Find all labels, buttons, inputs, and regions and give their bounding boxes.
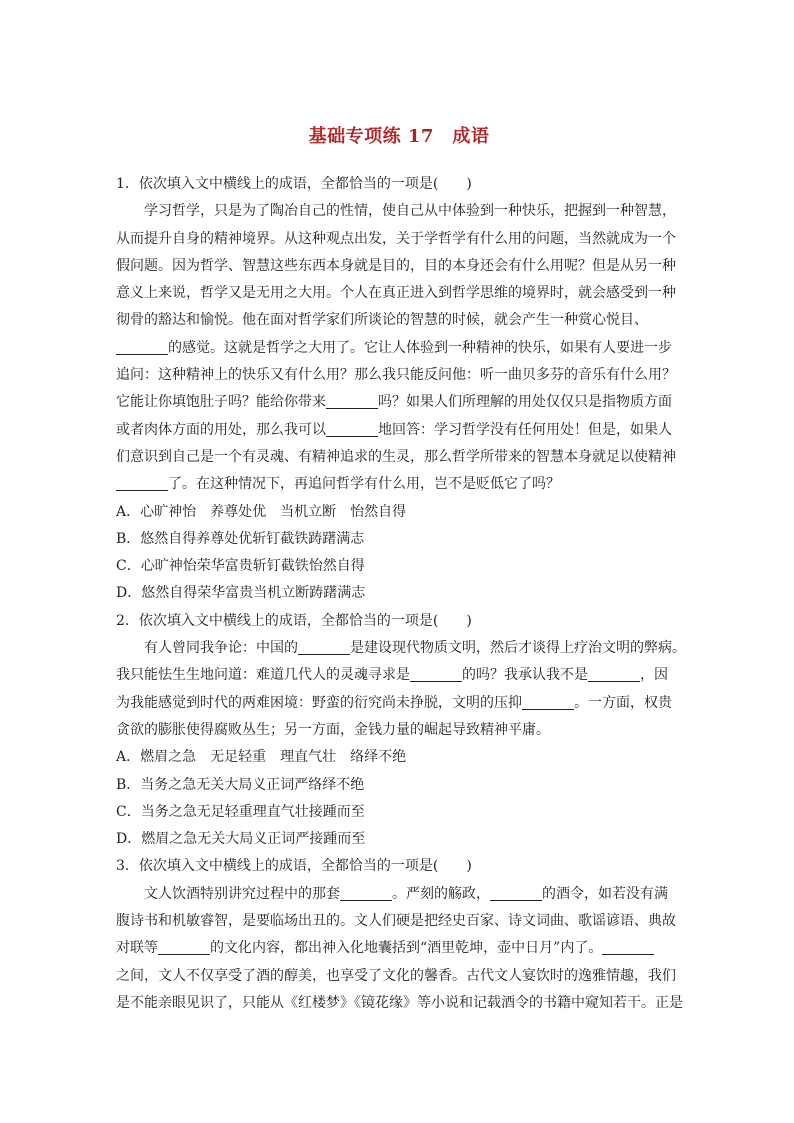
q2-passage-line: 为我能感觉到时代的两难困境：野蛮的衍究尚未挣脱，文明的压抑 。一方面，权贵	[116, 694, 672, 711]
q1-passage-line: 追问：这种精神上的快乐又有什么用？那么我只能反问他：听一曲贝多芬的音乐有什么用？	[116, 367, 676, 384]
q3-passage-line: 腹诗书和机敏睿智，是要临场出丑的。文人们硬是把经史百家、诗文词曲、歌谣谚语、典故	[116, 913, 676, 930]
q3-passage-line: 之间，文人不仅享受了酒的醇美，也享受了文化的馨香。古代文人宴饮时的逸雅情趣，我们	[116, 967, 676, 984]
q2-option-a[interactable]: A．燃眉之急 无足轻重 理直气壮 络绎不绝	[116, 749, 407, 766]
fill-blank[interactable]	[298, 638, 350, 655]
q3-passage-line: 是不能亲眼见识了，只能从《红楼梦》《镜花缘》等小说和记载酒令的书籍中窥知若干。正是	[116, 994, 683, 1011]
fill-blank[interactable]	[326, 392, 378, 409]
fill-blank[interactable]	[490, 884, 542, 901]
q3-passage-line: 文人饮酒特别讲究过程中的那套 。严刻的觞政， 的酒令，如若没有满	[144, 885, 668, 902]
q2-passage-line: 有人曾同我争论：中国的 是建设现代物质文明，然后才谈得上疗治文明的弊病。	[144, 640, 686, 657]
fill-blank[interactable]	[522, 693, 574, 710]
q1-passage-line: 彻骨的豁达和愉悦。他在面对哲学家们所谈论的智慧的时候，就会产生一种赏心悦目、	[116, 312, 648, 329]
q1-option-d[interactable]: D．悠然自得荣华富贵当机立断踌躇满志	[116, 585, 366, 602]
fill-blank[interactable]	[588, 665, 640, 682]
q1-passage-line: 学习哲学，只是为了陶冶自己的性情，使自己从中体验到一种快乐，把握到一种智慧，	[144, 203, 676, 220]
question-1-stem: 1．依次填入文中横线上的成语，全都恰当的一项是( )	[116, 176, 472, 192]
q1-passage-line: 了。在这种情况下，再追问哲学有什么用，岂不是贬低它了吗？	[116, 471, 682, 498]
q1-passage-line: 意义上来说，哲学又是无用之大用。个人在真正进入到哲学思维的境界时，就会感受到一种	[116, 285, 676, 302]
q1-option-a[interactable]: A．心旷神怡 养尊处优 当机立断 怡然自得	[116, 503, 407, 520]
fill-blank[interactable]	[326, 420, 378, 437]
fill-blank[interactable]	[116, 474, 168, 491]
q2-option-d[interactable]: D．燃眉之急无关大局义正词严接踵而至	[116, 831, 366, 848]
fill-blank[interactable]	[158, 938, 210, 955]
q1-passage-line: 从而提升自身的精神境界。从这种观点出发，关于学哲学有什么用的问题，当然就成为一个	[116, 230, 676, 247]
fill-blank[interactable]	[340, 884, 392, 901]
q1-option-c[interactable]: C．心旷神怡荣华富贵斩钉截铁怡然自得	[116, 558, 365, 575]
q1-passage-line: 们意识到自己是一个有灵魂、有精神追求的生灵，那么哲学所带来的智慧本身就足以使精神	[116, 448, 676, 465]
fill-blank[interactable]	[602, 938, 654, 955]
q1-option-b[interactable]: B．悠然自得养尊处优斩钉截铁踌躇满志	[116, 530, 365, 547]
q2-passage-line: 我只能怯生生地问道：难道几代人的灵魂寻求是 的吗？我承认我不是 ，因	[116, 667, 668, 684]
page-title: 基础专项练 17 成语	[308, 126, 490, 147]
q2-passage-line: 贪欲的膨胀使得腐败丛生；另一方面，金钱力量的崛起导致精神平庸。	[116, 721, 550, 738]
q2-option-c[interactable]: C．当务之急无足轻重理直气壮接踵而至	[116, 803, 365, 820]
q1-passage-line: 假问题。因为哲学、智慧这些东西本身就是目的，目的本身还会有什么用呢？但是从另一种	[116, 257, 676, 274]
q3-passage-line: 对联等 的文化内容，都出神入化地囊括到“酒里乾坤，壶中日月”内了。	[116, 935, 682, 962]
fill-blank[interactable]	[410, 665, 462, 682]
question-2-stem: 2．依次填入文中横线上的成语，全都恰当的一项是( )	[116, 612, 472, 629]
q1-passage-line: 的感觉。这就是哲学之大用了。它让人体验到一种精神的快乐，如果有人要进一步	[116, 335, 682, 362]
q1-passage-line: 它能让你填饱肚子吗？能给你带来 吗？如果人们所理解的用处仅仅只是指物质方面	[116, 394, 672, 411]
q2-option-b[interactable]: B．当务之急无关大局义正词严络绎不绝	[116, 776, 365, 793]
document-body	[116, 171, 686, 1017]
fill-blank[interactable]	[116, 338, 168, 355]
q1-passage-line: 或者肉体方面的用处，那么我可以 地回答：学习哲学没有任何用处！但是，如果人	[116, 421, 672, 438]
question-3-stem: 3．依次填入文中横线上的成语，全都恰当的一项是( )	[116, 858, 472, 875]
